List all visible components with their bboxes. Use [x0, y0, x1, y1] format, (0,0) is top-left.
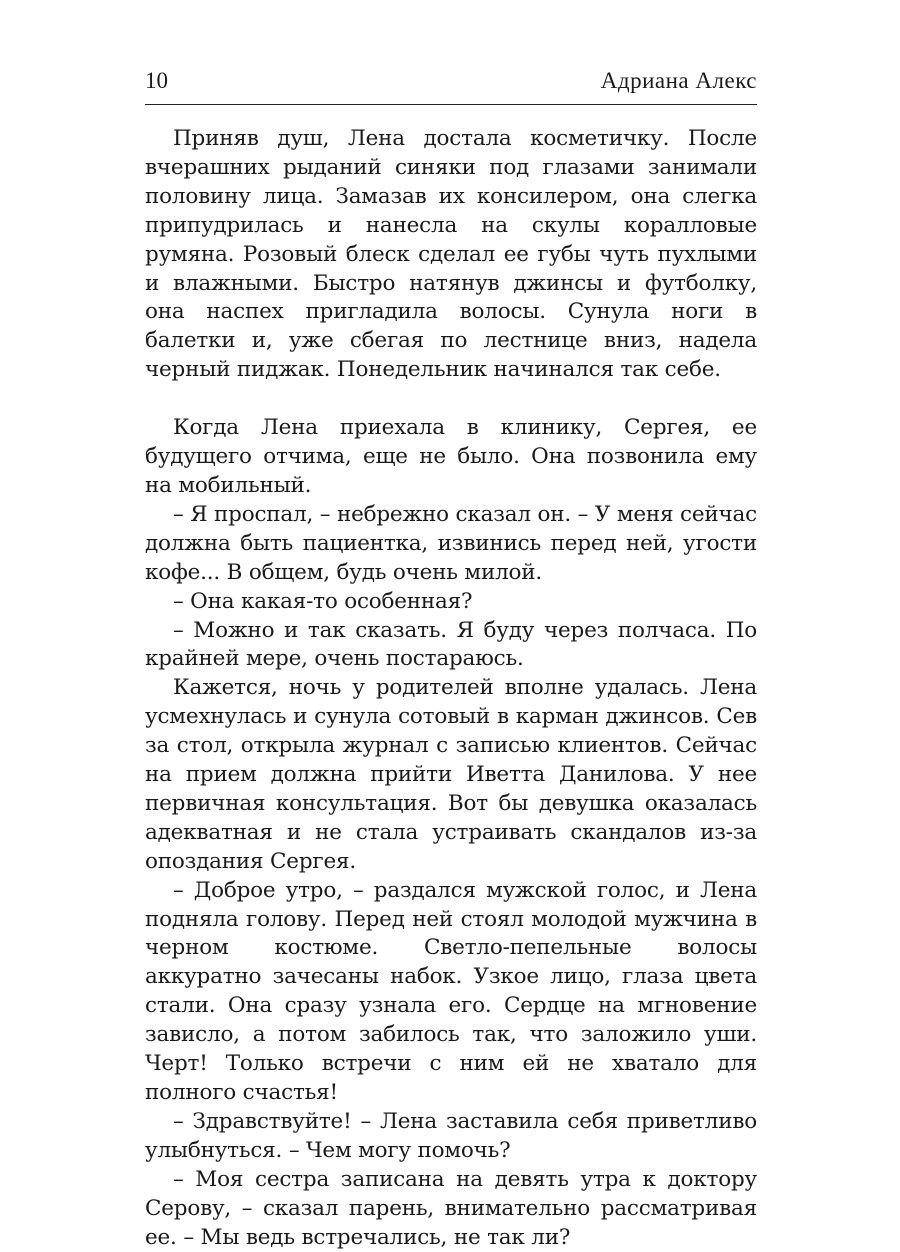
- paragraph: – Доброе утро, – раздался мужской голос, и Лена подняла голову. Перед ней стоял молодой мужчина в черном костюме. Светло-пепельные волосы аккуратно зачесаны набок. Узкое лицо, глаза цвета стали. Она сразу узнала его. Сердце на мгновение зависло, а потом забилось так, что заложило уши. Черт! Только встречи с ним ей не хватало для полного счастья!: [145, 877, 757, 1105]
- running-head: [145, 64, 757, 105]
- paragraph: – Моя сестра записана на девять утра к доктору Серову, – сказал парень, внимательно рассматривая ее. – Мы ведь встречались, не так ли?: [145, 1166, 757, 1250]
- paragraph: – Она какая-то особенная?: [173, 588, 473, 614]
- page-number: 10: [145, 68, 168, 93]
- paragraph: Приняв душ, Лена достала косметичку. После вчерашних рыданий синяки под глазами занимали половину лица. Замазав их консилером, она слегка припудрилась и нанесла на скулы коралловые румяна. Розовый блеск сделал ее губы чуть пухлыми и влажными. Быстро натянув джинсы и футболку, она наспех пригладила волосы. Сунула ноги в балетки и, уже сбегая по лестнице вниз, надела черный пиджак. Понедельник начинался так себе.: [145, 126, 757, 383]
- paragraph: – Я проспал, – небрежно сказал он. – У меня сейчас должна быть пациентка, извинись перед ней, угости кофе... В общем, будь очень милой.: [145, 501, 757, 585]
- author-name: Адриана Алекс: [600, 68, 757, 93]
- body-text: [145, 125, 757, 1252]
- paragraph: – Здравствуйте! – Лена заставила себя приветливо улыбнуться. – Чем могу помочь?: [145, 1108, 757, 1163]
- paragraph: Кажется, ночь у родителей вполне удалась. Лена усмехнулась и сунула сотовый в карман джинсов. Сев за стол, открыла журнал с записью клиентов. Сейчас на прием должна прийти Иветта Данилова. У нее первичная консультация. Вот бы девушка оказалась адекватная и не стала устраивать скандалов из-за опоздания Сергея.: [145, 675, 757, 874]
- paragraph: – Можно и так сказать. Я буду через полчаса. По крайней мере, очень постараюсь.: [145, 617, 757, 672]
- book-page: [145, 64, 757, 1252]
- paragraph: Когда Лена приехала в клинику, Сергея, ее будущего отчима, еще не было. Она позвонила ему на мобильный.: [145, 415, 757, 498]
